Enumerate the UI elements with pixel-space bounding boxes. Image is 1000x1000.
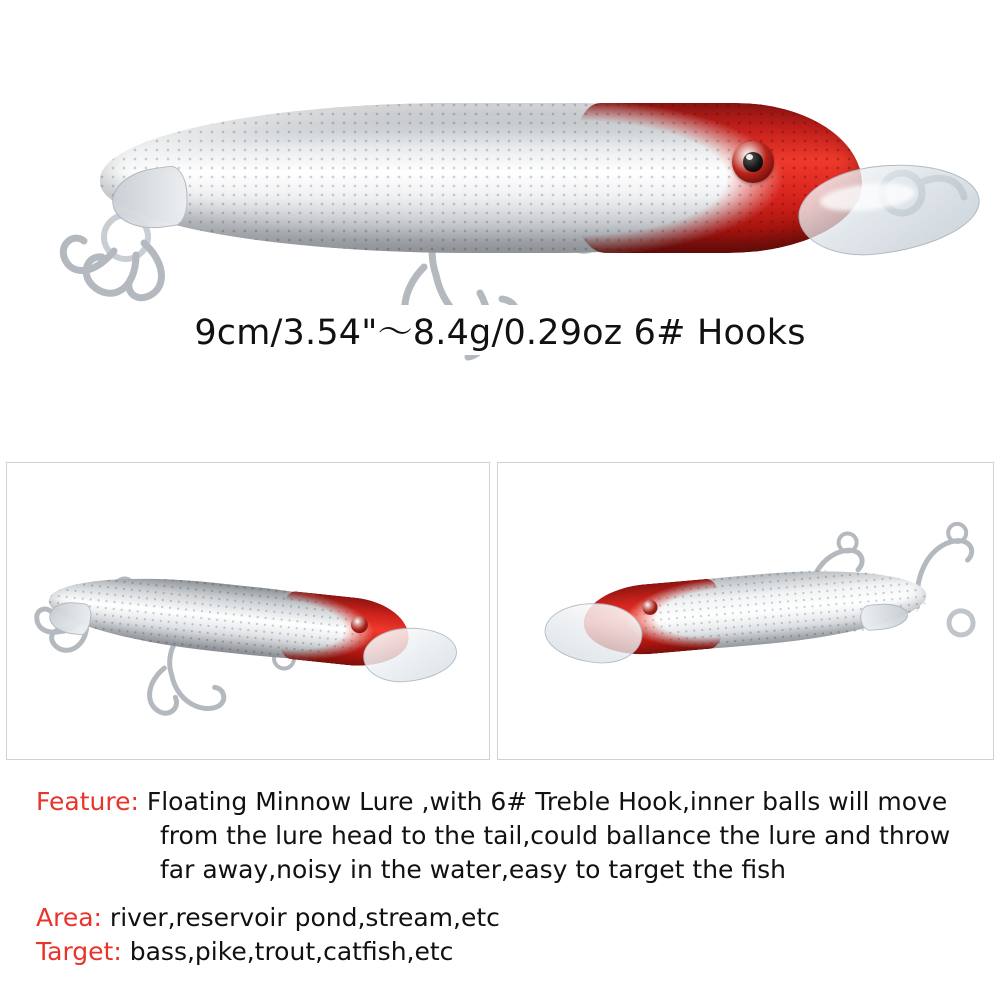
secondary-photo-row: [0, 462, 1000, 760]
feature-label: Feature:: [36, 787, 139, 816]
lure-body-belly: [585, 560, 930, 659]
lure-body: [100, 103, 860, 253]
hero-panel: [0, 0, 1000, 455]
tail-ring-icon: [915, 590, 994, 667]
feature-value-line1: Floating Minnow Lure ,with 6# Treble Hook,inner balls will move: [146, 787, 948, 816]
target-value: bass,pike,trout,catfish,etc: [129, 937, 454, 966]
size-caption-text: 9cm/3.54"～8.4g/0.29oz 6# Hooks: [180, 313, 819, 353]
feature-value-line2-row: [160, 820, 990, 852]
feature-value-line3-row: [160, 854, 990, 886]
area-value: river,reservoir pond,stream,etc: [109, 903, 500, 932]
spec-row-target: [36, 936, 453, 968]
size-caption: [0, 305, 1000, 355]
photo-panel-left: [6, 462, 490, 760]
feature-value-line3: far away,noisy in the water,easy to target the fish: [160, 855, 786, 884]
lip-glare: [819, 179, 917, 215]
lure-main-photo: [40, 55, 960, 305]
lure-angled-photo: [11, 539, 490, 717]
lure-belly-photo: [513, 535, 993, 705]
lure-body-small-left: [45, 566, 410, 671]
spec-row-area: [36, 902, 500, 934]
area-label: Area:: [36, 903, 102, 932]
lure-pupil: [743, 152, 763, 172]
photo-panel-right: [497, 462, 994, 760]
spec-row-feature: [36, 786, 986, 818]
spec-text-block: [0, 768, 1000, 1000]
lure-eye: [732, 141, 774, 183]
feature-value-line2: from the lure head to the tail,could ballance the lure and throw: [160, 821, 951, 850]
target-label: Target:: [36, 937, 122, 966]
